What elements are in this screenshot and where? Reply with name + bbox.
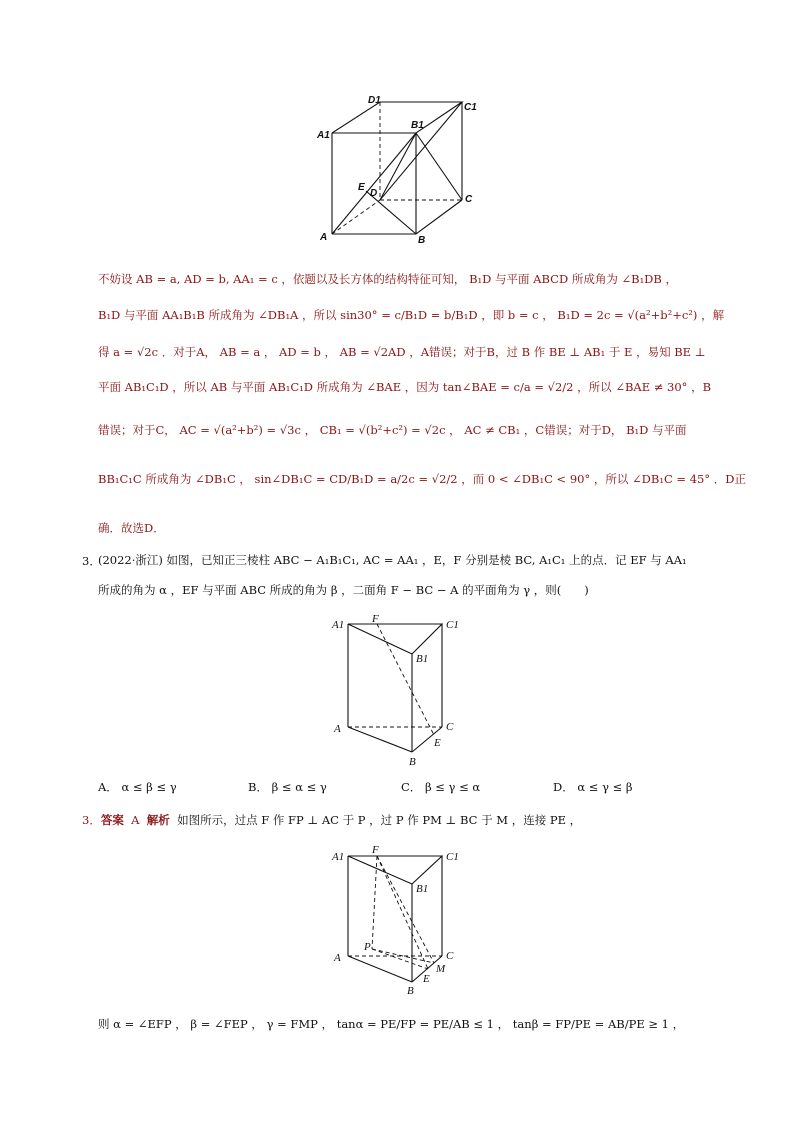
label-D1: D1 [368,95,381,106]
figure-prism [330,613,480,768]
figure-cuboid [310,88,500,248]
solution-line-1: 不妨设 AB = a, AD = b, AA₁ = c ，依题以及长方体的结构特征可知， B₁D 与平面 ABCD 所成角为 ∠B₁DB ， [98,272,678,286]
label-B1: B1 [411,120,424,131]
label-P: P [364,941,371,953]
label-C1: C1 [446,619,459,631]
label-A: A [320,232,328,243]
label-F: F [372,613,379,625]
label-A: A [334,952,341,964]
label-A1: A1 [332,619,345,631]
question-line-2: 所成的角为 α ，EF 与平面 ABC 所成的角为 β ，二面角 F − BC − A 的平面角为 γ ，则( ) [98,583,589,597]
label-B: B [418,235,426,246]
label-A1: A1 [317,130,330,141]
question-number: 3． [82,554,101,568]
label-D: D [370,188,378,199]
label-M: M [436,963,446,975]
solution-line-2: B₁D 与平面 AA₁B₁B 所成角为 ∠DB₁A ，所以 sin30° = c/B₁D = b/B₁D ，即 b = c ， B₁D = 2c = √(a²+b²+c²) ，解 [98,308,725,322]
answer-number: 3． [82,813,101,827]
solution-line-4: 平面 AB₁C₁D ，所以 AB 与平面 AB₁C₁D 所成角为 ∠BAE ，因为 tan∠BAE = c/a = √2/2 ，所以 ∠BAE ≠ 30° ，B [98,380,712,394]
solution-line-5: 错误；对于C， AC = √(a²+b²) = √3c ， CB₁ = √(b²+c²) = √2c ， AC ≠ CB₁ ，C错误；对于D， B₁D 与平面 [98,423,687,437]
label-B1: B1 [416,653,429,665]
label-A: A [334,723,341,735]
label-F: F [372,844,379,856]
option-c[interactable]: C． β ≤ γ ≤ α [401,780,481,794]
option-b[interactable]: B． β ≤ α ≤ γ [248,780,327,794]
answer-tag: 答案 [100,813,124,827]
label-B1: B1 [416,883,429,895]
label-C: C [446,721,454,733]
label-E: E [434,737,441,749]
answer-text: 如图所示，过点 F 作 FP ⊥ AC 于 P ，过 P 作 PM ⊥ BC 于 M ，连接 PE ， [177,813,582,827]
answer-value: A [131,813,140,827]
answer-line [82,812,581,828]
analysis-tag: 解析 [146,813,170,827]
solution-line-3: 得 a = √2c ．对于A， AB = a ， AD = b ， AB = √2AD ，A错误；对于B，过 B 作 BE ⊥ AB₁ 于 E ，易知 BE ⊥ [98,345,706,359]
figure-prism-solution [330,842,480,997]
label-E: E [423,973,430,985]
solution-line-6: BB₁C₁C 所成角为 ∠DB₁C ， sin∠DB₁C = CD/B₁D = a/2c = √2/2 ，而 0 < ∠DB₁C < 90° ，所以 ∠DB₁C = 45° ．D正 [98,472,746,486]
question-line-1: (2022·浙江) 如图，已知正三棱柱 ABC − A₁B₁C₁, AC = AA₁ ，E，F 分别是棱 BC, A₁C₁ 上的点．记 EF 与 AA₁ [98,553,687,567]
label-C1: C1 [446,851,459,863]
option-a[interactable]: A． α ≤ β ≤ γ [98,780,177,794]
solution-final-line: 则 α = ∠EFP ， β = ∠FEP ， γ = FMP ， tanα = PE/FP = PE/AB ≤ 1 ， tanβ = FP/PE = AB/PE ≥ 1 ， [98,1017,685,1031]
label-C1: C1 [464,102,477,113]
label-B: B [409,756,416,768]
option-d[interactable]: D． α ≤ γ ≤ β [553,780,633,794]
label-C: C [465,194,473,205]
label-E: E [358,182,365,193]
label-B: B [407,985,414,997]
label-C: C [446,950,454,962]
label-A1: A1 [332,851,345,863]
solution-line-7: 确．故选D． [98,521,165,535]
